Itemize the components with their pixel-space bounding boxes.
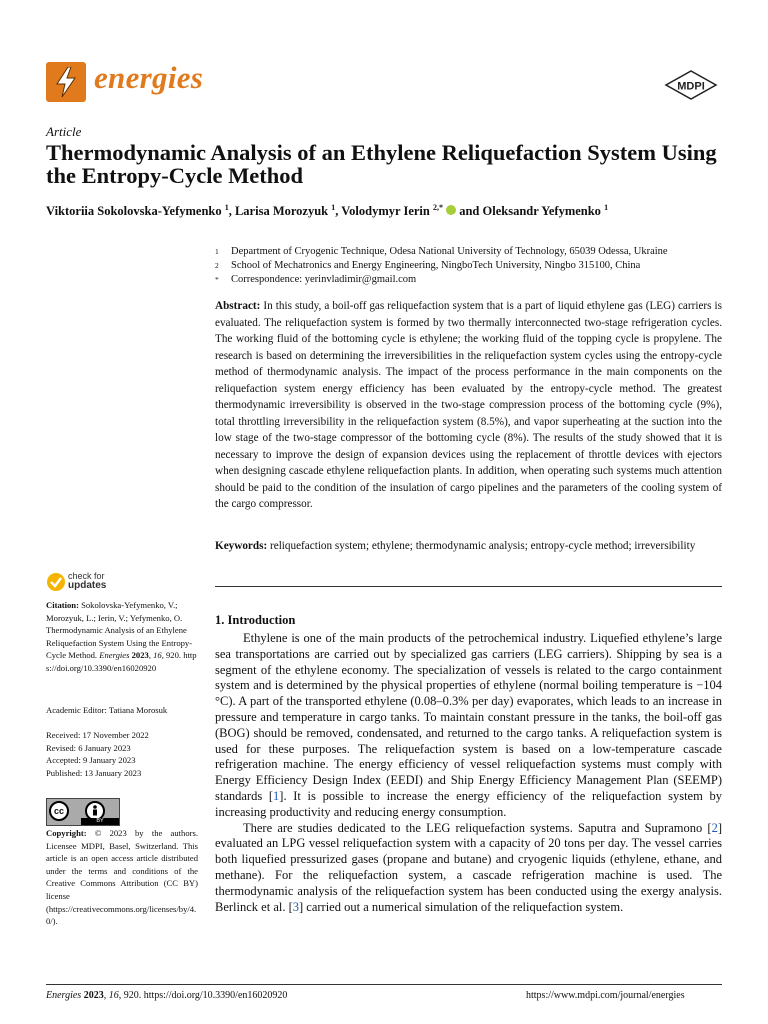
abstract xyxy=(215,298,722,513)
author-3[interactable]: Volodymyr Ierin xyxy=(341,204,430,219)
footer-journal: Energies xyxy=(46,990,82,1001)
article-type: Article xyxy=(46,124,82,139)
cc-license-badge[interactable] xyxy=(46,798,120,826)
author-3-affil: 2,* xyxy=(432,203,443,212)
author-4[interactable]: and Oleksandr Yefymenko xyxy=(459,204,601,219)
published-date: Published: 13 January 2023 xyxy=(46,767,142,778)
check-line-2: updates xyxy=(68,580,107,591)
mdpi-logo[interactable] xyxy=(664,70,718,100)
citation-text: Sokolovska-Yefymenko, V.; Morozyuk, L.; Ierin, V.; Yefymenko, O. Thermodynamic Analysis of an Ethylene Reliquefaction System Using the Entropy-Cycle Method. xyxy=(46,600,193,661)
affiliation-row xyxy=(215,259,735,273)
author-2-affil: 1 xyxy=(331,203,336,212)
paragraph-text: Ethylene is one of the main products of the petrochemical industry. Liquefied ethylene’s large sea transportations are carried out by specialized gas carriers (LEG carriers). Shipping by sea is a segment of the ethylene economy. The specialization of vessels is related to the cargo containment system and is determined by the physical properties of ethylene (normal boiling temperature is −104 °C). A part of the transported ethylene (0.08–0.3% per day) evaporates, which leads to an increase in pressure and temperature in cargo tanks. To maintain constant pressure in the tanks, the boil-off gas (BOG) should be removed, condensated, and returned to the cargo tanks. A reliquefaction system is used for these purposes. The reliquefaction system is based on a low-temperature cascade refrigeration machine. The energy efficiency of vessel reliquefaction systems must comply with Energy Efficiency Design Index (EEDI) and Ship Energy Efficiency Management Plan (SEEMP) standards [ xyxy=(215,631,722,803)
citation-journal: Energies xyxy=(99,650,130,661)
abstract-label: Abstract: xyxy=(215,300,261,312)
affiliation-row xyxy=(215,245,735,259)
citation-year: 2023 xyxy=(131,650,149,661)
copyright-text: © 2023 by the authors. Licensee MDPI, Basel, Switzerland. This article is an open access article distributed under the terms and conditions of the Creative Commons Attribution (CC BY) license (https://creativecommons.org/licenses/by/4.0/). xyxy=(46,828,198,927)
footer-doi[interactable]: , 920. https://doi.org/10.3390/en16020920 xyxy=(118,990,288,1001)
intro-body xyxy=(215,631,722,915)
journal-logo xyxy=(46,62,86,102)
academic-editor: Academic Editor: Tatiana Morosuk xyxy=(46,705,168,715)
author-separator: , xyxy=(228,204,235,219)
affiliation-text: Department of Cryogenic Technique, Odesa National University of Technology, 65039 Odessa, Ukraine xyxy=(231,246,668,257)
paragraph-text: ] evaluated an LPG vessel reliquefaction system with a capacity of 20 tons per day. The vessel carries both liquefied pressurized gases (propane and butane) and cryogenic liquids (ethylene, ethane, and methane). For the reliquefaction system, a cascade refrigeration machine is used. The thermodynamic analysis of the reliquefaction system has been conducted using the exergy analysis. Berlinck et al. [ xyxy=(215,820,722,914)
keywords xyxy=(215,538,722,555)
check-for-updates-icon[interactable] xyxy=(46,572,66,592)
check-line-1: check for xyxy=(68,571,105,581)
affiliation-number: * xyxy=(215,275,219,284)
author-separator: , xyxy=(335,204,342,219)
affiliation-text: School of Mechatronics and Energy Engineering, NingboTech University, Ningbo 315100, China xyxy=(231,260,641,271)
section-heading: 1. Introduction xyxy=(215,613,296,627)
paragraph-text: ]. It is possible to increase the energy efficiency of the reliquefaction system by increasing productivity and reducing energy consumption. xyxy=(215,788,722,819)
accepted-date: Accepted: 9 January 2023 xyxy=(46,755,136,766)
intro-paragraph-2 xyxy=(215,821,722,916)
reference-link[interactable]: 2 xyxy=(711,820,718,835)
affiliation-number: 2 xyxy=(215,261,219,270)
lightning-icon xyxy=(54,67,78,97)
revised-date: Revised: 6 January 2023 xyxy=(46,742,131,753)
copyright-block xyxy=(46,827,198,928)
affiliation-number: 1 xyxy=(215,247,219,256)
journal-name[interactable]: energies xyxy=(94,60,204,95)
author-list xyxy=(46,203,736,219)
paragraph-text: There are studies dedicated to the LEG reliquefaction systems. Saputra and Supramono [ xyxy=(243,820,712,835)
copyright-label: Copyright: xyxy=(46,828,87,838)
section-divider xyxy=(215,586,722,587)
author-1-affil: 1 xyxy=(224,203,229,212)
reference-link[interactable]: 1 xyxy=(273,788,280,803)
footer-journal-url[interactable]: https://www.mdpi.com/journal/energies xyxy=(526,990,685,1001)
author-1[interactable]: Viktoriia Sokolovska-Yefymenko xyxy=(46,204,222,219)
footer-divider xyxy=(46,984,722,985)
reference-link[interactable]: 3 xyxy=(292,899,299,914)
citation-block: Citation: Sokolovska-Yefymenko, V.; Morozyuk, L.; Ierin, V.; Yefymenko, O. Thermodynamic Analysis of an Ethylene Reliquefaction System Using the Entropy-Cycle Method. Energies 2023, 16, 920. https://doi.org/10.3390/en16020920 xyxy=(46,600,197,673)
citation-doi[interactable]: , 920. https://doi.org/10.3390/en16020920 xyxy=(46,650,197,673)
publisher-name: MDPI xyxy=(677,80,705,93)
author-4-affil: 1 xyxy=(604,203,609,212)
correspondence-row xyxy=(215,273,735,287)
author-2[interactable]: Larisa Morozyuk xyxy=(234,204,329,219)
footer-year: 2023 xyxy=(83,990,104,1001)
intro-paragraph-1 xyxy=(215,631,722,821)
citation-label: Citation: xyxy=(46,600,79,610)
footer-citation: Energies 2023, 16, 920. https://doi.org/10.3390/en16020920 xyxy=(46,990,288,1001)
received-date: Received: 17 November 2022 xyxy=(46,730,149,740)
keywords-label: Keywords: xyxy=(215,540,268,552)
keywords-text: reliquefaction system; ethylene; thermodynamic analysis; entropy-cycle method; irreversibility xyxy=(270,540,696,552)
cc-by-label: BY xyxy=(81,818,119,825)
affiliations xyxy=(215,245,735,287)
correspondence-text[interactable]: Correspondence: yerinvladimir@gmail.com xyxy=(231,274,417,285)
mdpi-icon xyxy=(664,70,718,100)
paragraph-text: ] carried out a numerical simulation of the reliquefaction system. xyxy=(299,899,624,914)
dates-block xyxy=(46,729,198,779)
check-for-updates-text[interactable] xyxy=(68,572,106,590)
footer-volume: 16 xyxy=(108,990,119,1001)
cc-icon: cc xyxy=(49,801,69,821)
citation-volume: 16 xyxy=(153,650,162,661)
paper-title: Thermodynamic Analysis of an Ethylene Reliquefaction System Using the Entropy-Cycle Method xyxy=(46,140,717,188)
orcid-icon[interactable] xyxy=(446,205,456,215)
abstract-text: In this study, a boil-off gas reliquefaction system that is a part of liquid ethylene gas (LEG) carriers is evaluated. The reliquefaction system is formed by two thermally interconnected two-stage refrigeration cycles. The working fluid of the bottoming cycle is ethylene; the working fluid of the topping cycle is propylene. The research is based on determining the irreversibilities in the reliquefaction system cycles using the entropy-cycle method of thermodynamic analysis. The impact of the process performance in the main components on the reliquefaction system energy efficiency has been evaluated by the entropy-cycle method. The greatest thermodynamic irreversibility is observed in the two-stage compression process of the bottoming cycle (9%), total throttling irreversibility in the reliquefaction system (8.5%), and vapor superheating at the suction into the low stage of the two-stage compressor of the bottoming cycle (8%). The results of the study showed that it is necessary to improve the design of expansion devices using the replacement of throttle devices with ejectors when designing cascade ethylene reliquefaction plants. In addition, when operating such systems much attention should be paid to the condition of the insulation of cargo pipelines and the parameters of the cooling system of the cargo compressor. xyxy=(215,300,723,510)
